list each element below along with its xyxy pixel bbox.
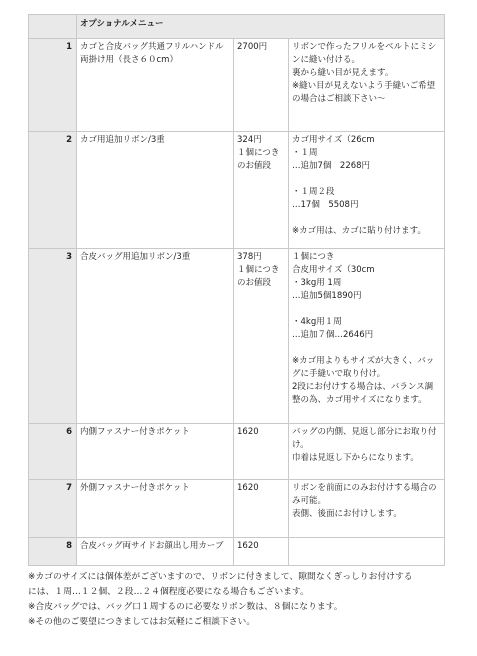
header-spacer-cell (29, 15, 77, 39)
item-name: 内側ファスナー付きポケット (77, 424, 234, 480)
row-number: 8 (29, 538, 77, 566)
table-row (29, 132, 445, 249)
row-number: 3 (29, 249, 77, 424)
footer-note: ※合皮バッグでは、バッグ口１周するのに必要なリボン数は、８個になります。 (28, 602, 343, 612)
item-name: 外側ファスナー付きポケット (77, 480, 234, 538)
footer-note: ※その他のご要望につきましてはお気軽にご相談下さい。 (28, 617, 256, 627)
table-row (29, 480, 445, 538)
footer-note: には、１周…１２個、２段…２４個程度必要になる場合もございます。 (28, 587, 309, 597)
item-name: カゴと合皮バッグ共通フリルハンドル両掛け用（長さ６０cm） (77, 39, 234, 132)
item-price: 1620 (234, 538, 289, 566)
table-title: オプショナルメニュー (77, 15, 445, 39)
item-price: 324円 １個につきのお値段 (234, 132, 289, 249)
item-description: リボンを前面にのみお付けする場合のみ可能。 表側、後面にお付けします。 (289, 480, 445, 538)
item-price: 2700円 (234, 39, 289, 132)
footer-notes (28, 570, 468, 630)
item-price: 1620 (234, 480, 289, 538)
item-name: カゴ用追加リボン/3重 (77, 132, 234, 249)
item-name: 合皮バッグ両サイドお顔出し用カーブ (77, 538, 234, 566)
item-description: カゴ用サイズ（26cm ・１周 …追加7個 2268円 ・１周２段 …17個 5508円 ※カゴ用は、カゴに貼り付けます。 (289, 132, 445, 249)
row-number: 1 (29, 39, 77, 132)
table-header-row (29, 15, 445, 39)
footer-note: ※カゴのサイズには個体差がございますので、リボンに付きまして、隙間なくぎっしりお付けする (28, 572, 413, 582)
row-number: 7 (29, 480, 77, 538)
item-price: 1620 (234, 424, 289, 480)
options-table (28, 14, 445, 566)
row-number: 2 (29, 132, 77, 249)
table-row (29, 424, 445, 480)
table-row (29, 249, 445, 424)
table-row (29, 538, 445, 566)
item-name: 合皮バッグ用追加リボン/3重 (77, 249, 234, 424)
item-description: １個につき 合皮用サイズ（30cm ・3kg用 1周 …追加5個1890円 ・4kg用１周 …追加７個…2646円 ※カゴ用よりもサイズが大きく、バッグに手縫いで取り付け。 2段にお付けする場合は、バランス調整の為、カゴ用サイズになります。 (289, 249, 445, 424)
item-description: リボンで作ったフリルをベルトにミシンに縫い付ける。 裏から縫い目が見えます。 ※縫い目が見えないよう手縫いご希望の場合はご相談下さい〜 (289, 39, 445, 132)
table-row (29, 39, 445, 132)
row-number: 6 (29, 424, 77, 480)
item-price: 378円 １個につきのお値段 (234, 249, 289, 424)
item-description (289, 538, 445, 566)
item-description: バッグの内側、見返し部分にお取り付け。 巾着は見返し下からになります。 (289, 424, 445, 480)
